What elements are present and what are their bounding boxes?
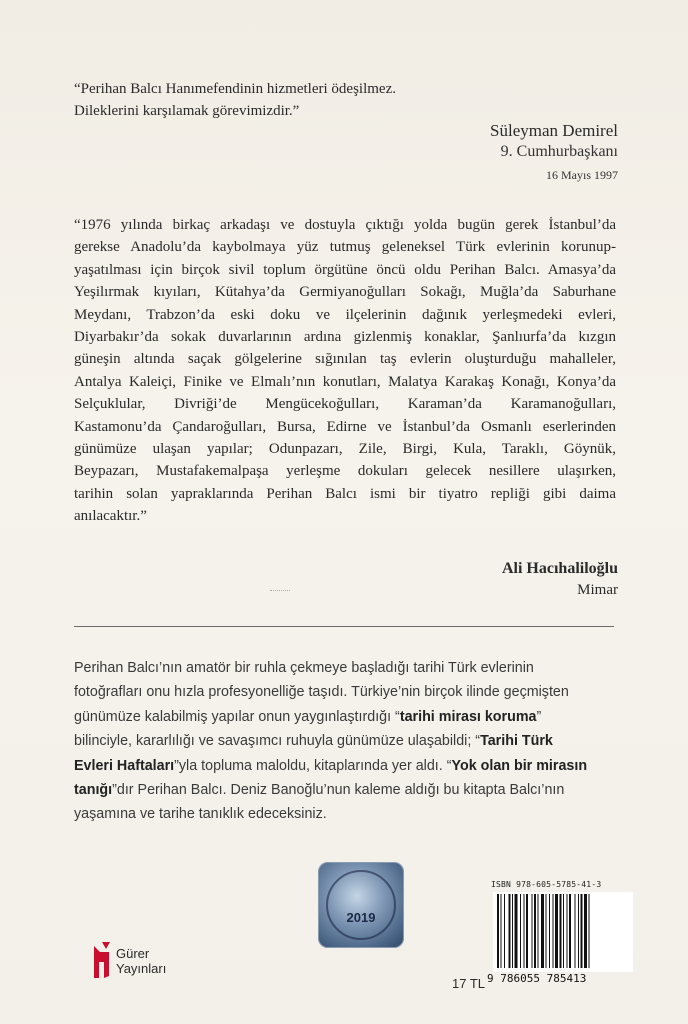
quote-line: yaşatılması için birçok sivil toplum örgütüne öncü oldu Perihan Balcı. Amasya’da: [74, 261, 616, 278]
faint-mark: [270, 590, 290, 594]
barcode-icon: [493, 892, 633, 972]
quote-line: Yeşilırmak kıyıları, Kütahya’da Germiyanoğulları Sokağı, Muğla’da Saburhane: [74, 284, 616, 301]
emphasis-text: tanığı: [74, 782, 113, 799]
quote-line: “1976 yılında birkaç arkadaşı ve dostuyla çıktığı yolda bugün gerek İstanbul’da: [74, 217, 616, 233]
emphasis-text: Yok olan bir mirasın: [451, 757, 588, 774]
description-line: fotoğrafları onu hızla profesyonelliğe taşıdı. Türkiye’nin birçok ilinde geçmişten: [74, 684, 569, 701]
seal-year: 2019: [346, 910, 376, 925]
quote-line: günümüze ulaşan yapılar; Odunpazarı, Zile, Birgi, Kula, Taraklı, Göynük,: [74, 441, 616, 458]
hacihaliloglu-quote: [74, 214, 616, 528]
quote-line: Meydanı, Trabzon’da eski doku ve ilçelerinin dağınık yerleşmedeki evleri,: [74, 306, 616, 323]
quote-line: tarihin solan yapraklarında Perihan Balcı ismi bir tiyatro repliği gibi daima: [74, 485, 616, 502]
isbn-label: ISBN 978-605-5785-41-3: [491, 880, 602, 889]
quote-line: “Perihan Balcı Hanımefendinin hizmetleri ödeşilmez.: [74, 81, 396, 97]
quote-line: Diyarbakır’da sokak duvarlarının ardına gizlenmiş konaklar, Şanlıurfa’da kızgın: [74, 329, 616, 346]
quote-line: gerekse Anadolu’da kaybolmaya yüz tutmuş geleneksel Türk evlerinin korunup-: [74, 239, 616, 256]
book-description: [74, 656, 616, 827]
description-line: günümüze kalabilmiş yapılar onun yaygınlaştırdığı “tarihi mirası koruma”: [74, 708, 542, 725]
quote-author-role: 9. Cumhurbaşkanı: [500, 143, 618, 160]
seal-ring-icon: [326, 870, 396, 940]
hologram-seal: [318, 862, 404, 948]
hacihaliloglu-signature: [502, 558, 618, 600]
emphasis-text: Tarihi Türk: [480, 733, 553, 750]
description-line: yaşamına ve tarihe tanıklık edeceksiniz.: [74, 806, 327, 823]
emphasis-text: Evleri Haftaları: [74, 757, 175, 774]
emphasis-text: tarihi mirası koruma: [399, 708, 537, 725]
divider: [74, 626, 614, 627]
quote-line: güneşin altında saçak gölgelerine sığınılan taş evlerin oluşturduğu mahalleler,: [74, 351, 616, 368]
quote-line: Kastamonu’da Çandaroğulları, Bursa, Edirne ve İstanbul’da Osmanlı eserlerinden: [74, 418, 616, 435]
publisher-logo: [90, 940, 200, 986]
isbn-digits: 9 786055 785413: [487, 972, 587, 985]
price-label: 17 TL: [452, 976, 486, 991]
quote-line: Selçuklular, Divriği’de Mengücekoğulları, Karaman’da Karamanoğulları,: [74, 396, 616, 413]
quote-author-role: Mimar: [577, 582, 618, 598]
isbn-barcode: [487, 880, 637, 990]
description-line: Perihan Balcı’nın amatör bir ruhla çekmeye başladığı tarihi Türk evlerinin: [74, 660, 534, 676]
quote-author: Ali Hacıhaliloğlu: [501, 560, 618, 577]
description-line: bilinciyle, kararlılığı ve savaşımcı ruhuyla günümüze ulaşabildi; “Tarihi Türk: [74, 733, 553, 750]
description-line: Evleri Haftaları”yla topluma maloldu, kitaplarında yer aldı. “Yok olan bir mirasın: [74, 757, 588, 774]
quote-line: anılacaktır.”: [74, 508, 147, 525]
demirel-signature: [490, 120, 618, 183]
demirel-quote: [74, 78, 544, 122]
quote-line: Antalya Kaleiçi, Finike ve Elmalı’nın konutları, Malatya Karakaş Konağı, Konya’da: [74, 373, 616, 390]
publisher-logo-icon: [90, 940, 112, 980]
quote-author: Süleyman Demirel: [490, 121, 618, 140]
description-line: tanığı”dır Perihan Balcı. Deniz Banoğlu’nun kaleme aldığı bu kitapta Balcı’nın: [74, 782, 565, 799]
quote-date: 16 Mayıs 1997: [546, 168, 618, 182]
publisher-name: Gürer Yayınları: [116, 946, 167, 976]
quote-line: Beypazarı, Mustafakemalpaşa yerleşme dokuları gelecek nesillere ulaşırken,: [74, 463, 616, 480]
quote-line: Dileklerini karşılamak görevimizdir.”: [74, 103, 300, 119]
